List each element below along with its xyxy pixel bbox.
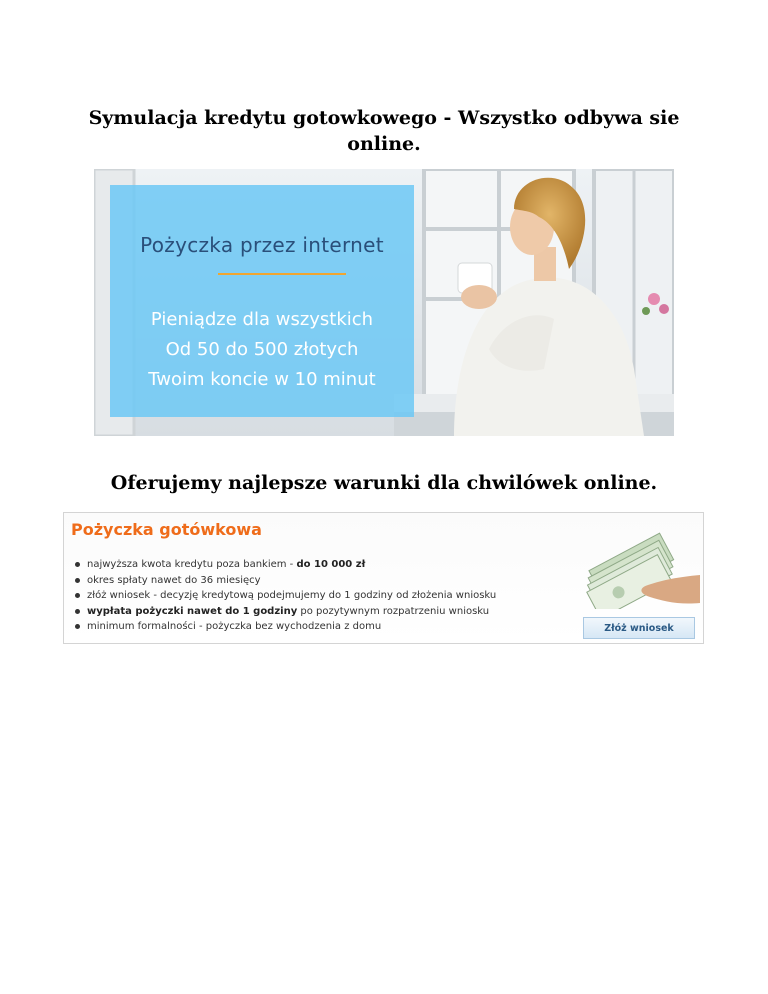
item-bold: do 10 000 zł <box>296 559 366 570</box>
hero-line: Od 50 do 500 złotych <box>165 339 359 360</box>
loan-title: Pożyczka gotówkowa <box>71 520 262 539</box>
money-hand-icon <box>578 525 700 609</box>
hero-line: Pieniądze dla wszystkich <box>150 309 374 330</box>
list-item <box>74 573 496 589</box>
loan-features-list <box>74 557 496 635</box>
bullet-icon <box>75 609 80 614</box>
hero-heading: Pożyczka przez internet <box>140 233 384 257</box>
item-bold: wypłata pożyczki nawet do 1 godziny <box>87 605 298 617</box>
hero-line: Twoim koncie w 10 minut <box>148 369 376 390</box>
item-text: minimum formalności - pożyczka bez wychodzenia z domu <box>87 621 382 632</box>
bullet-icon <box>75 578 80 583</box>
item-text: po pozytywnym rozpatrzeniu wniosku <box>297 605 490 617</box>
bullet-icon <box>75 624 80 629</box>
bullet-icon <box>75 593 80 598</box>
list-item <box>74 588 496 604</box>
item-text: złóż wniosek - decyzję kredytową podejmujemy do 1 godziny od złożenia wniosku <box>87 590 497 601</box>
section-heading: Oferujemy najlepsze warunki dla chwilówek online. <box>110 472 658 494</box>
item-text: okres spłaty nawet do 36 miesięcy <box>87 574 261 586</box>
apply-button[interactable]: Złóż wniosek <box>583 617 695 639</box>
hero-banner <box>94 169 674 436</box>
item-text: najwyższa kwota kredytu poza bankiem - <box>87 559 297 570</box>
loan-offer-box <box>63 512 704 644</box>
page-title: Symulacja kredytu gotowkowego - Wszystko odbywa sie online. <box>88 107 680 155</box>
list-item <box>74 619 496 635</box>
hero-promo-panel <box>110 185 414 417</box>
hero-divider <box>218 273 346 275</box>
bullet-icon <box>75 562 80 567</box>
list-item <box>74 604 496 620</box>
list-item <box>74 557 496 573</box>
